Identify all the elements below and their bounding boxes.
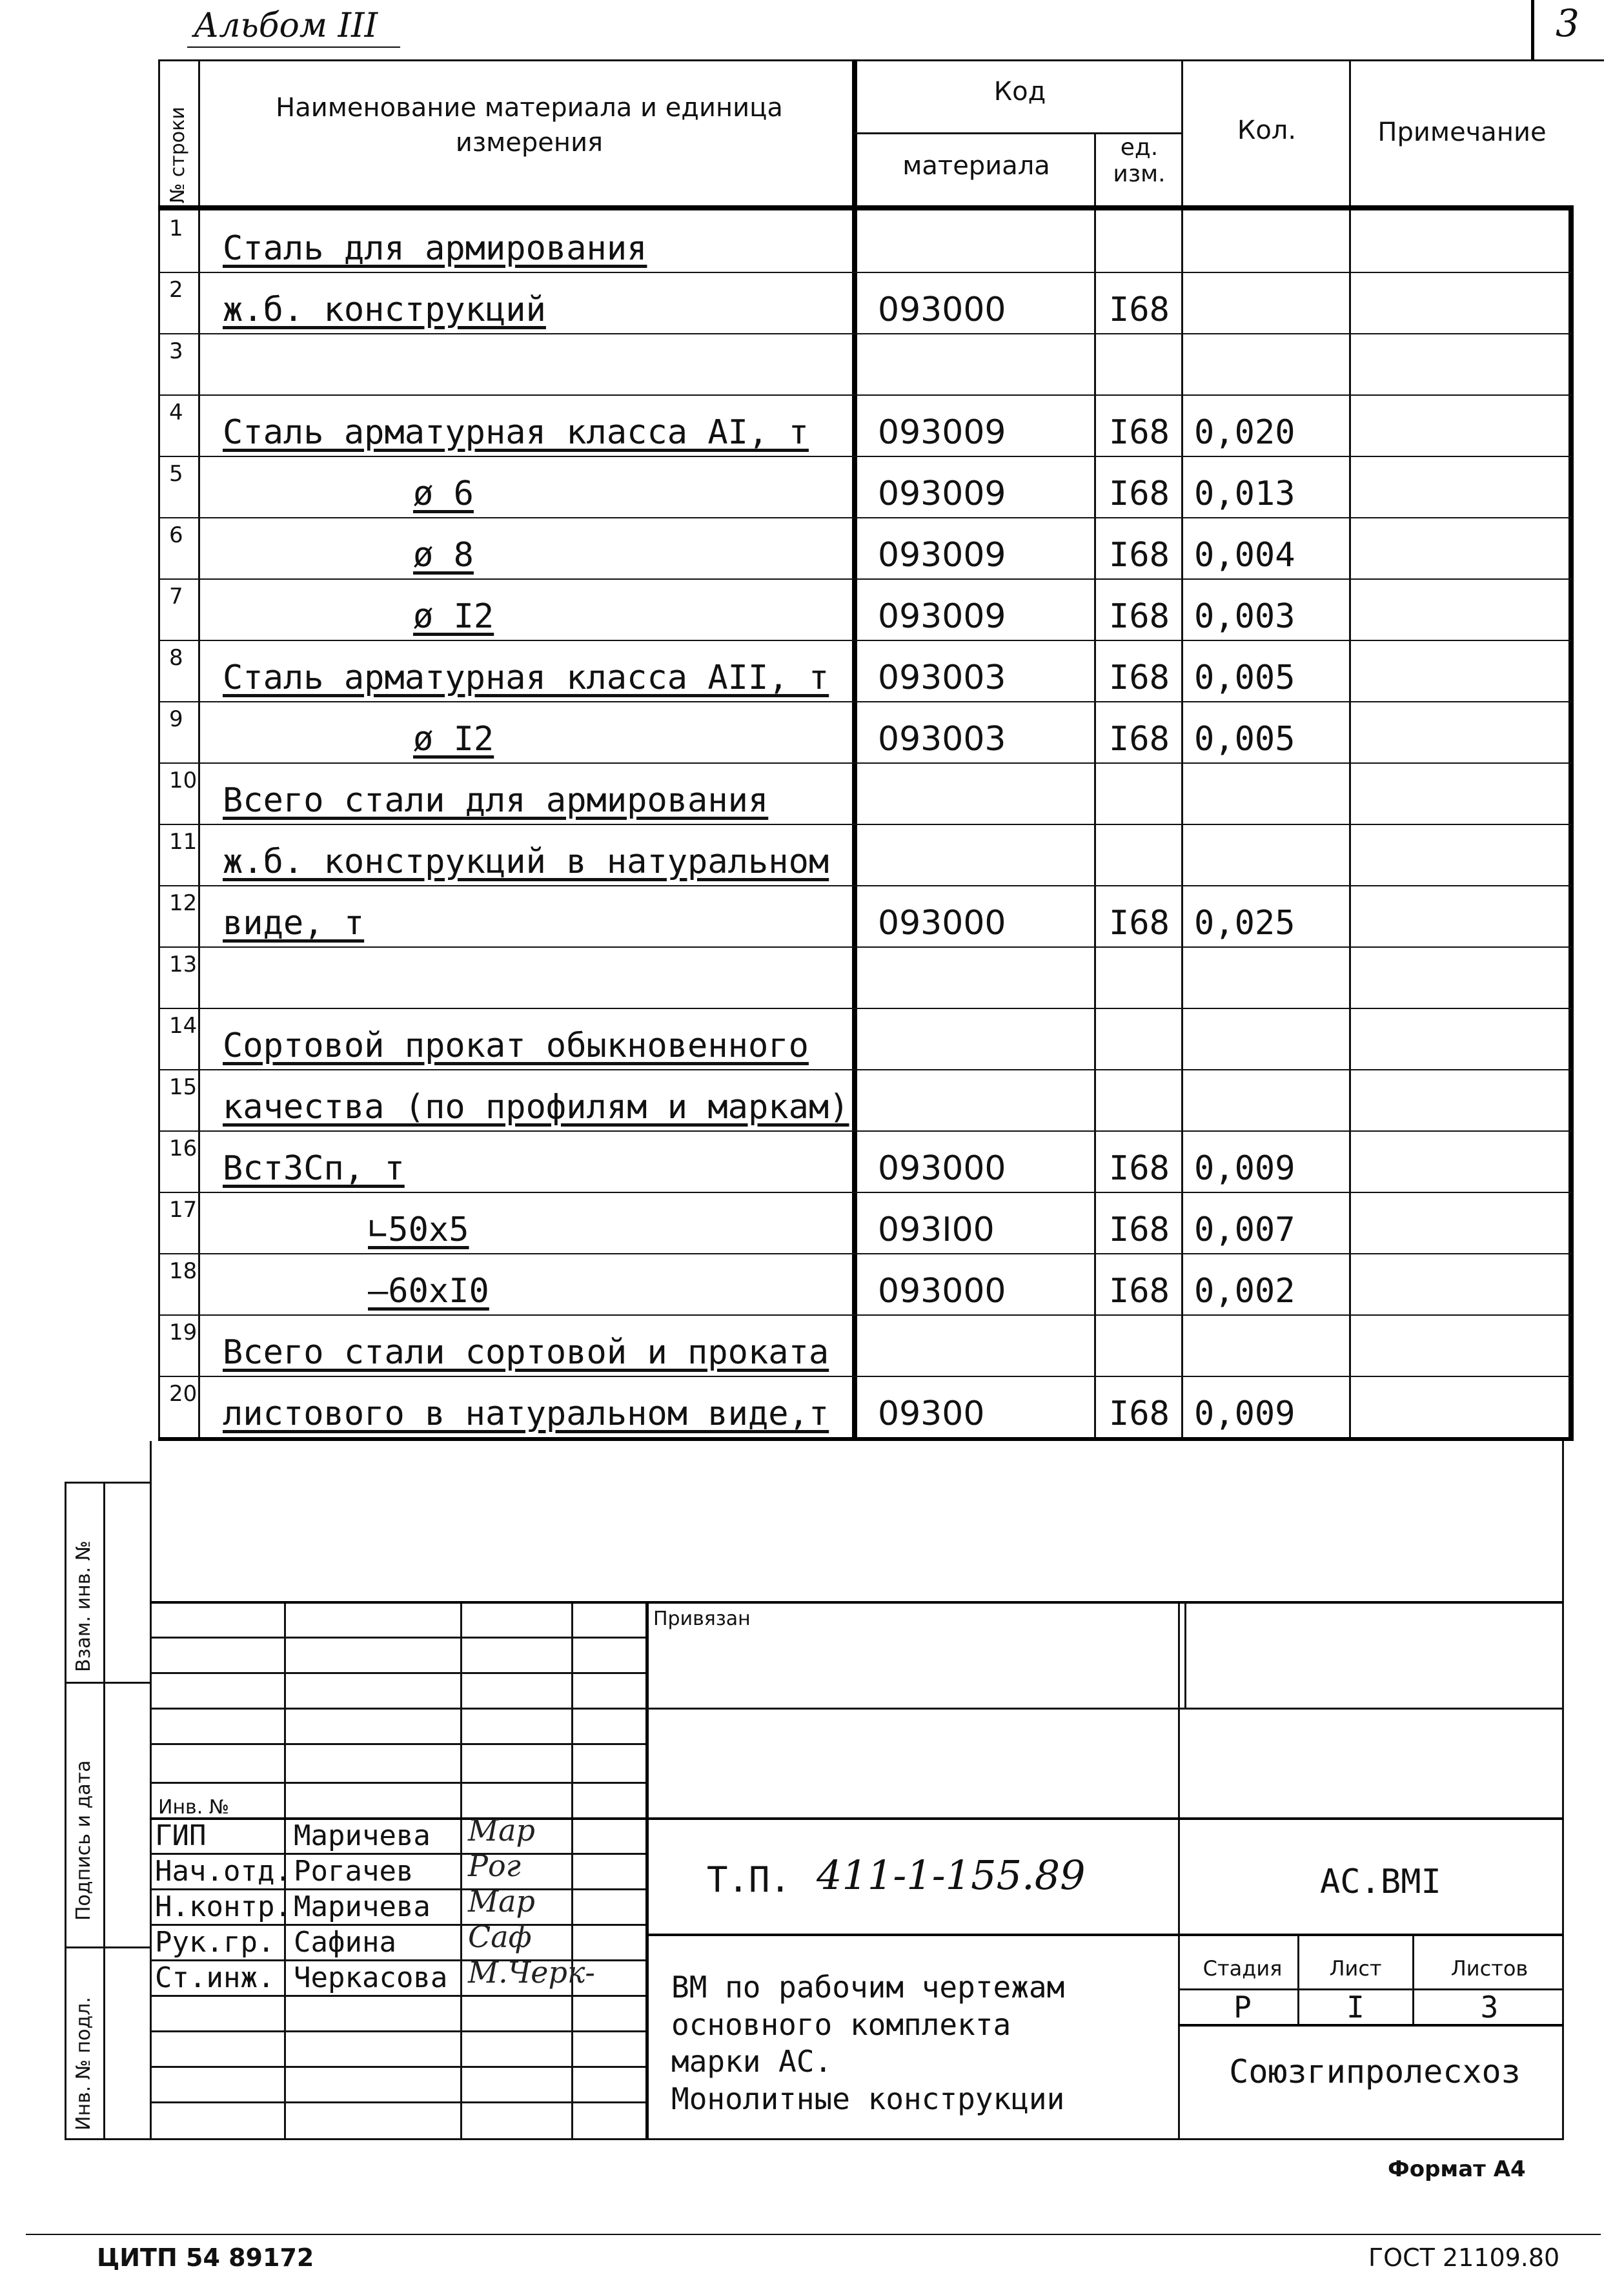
material-code: 093003 xyxy=(878,659,1006,697)
tb-h4 xyxy=(150,1743,645,1745)
tb-privyazan-bottom xyxy=(645,1708,1563,1710)
material-name: ø I2 xyxy=(413,597,494,636)
material-name: ø I2 xyxy=(413,720,494,759)
material-name: виде, т xyxy=(223,904,365,943)
material-code: 093009 xyxy=(878,536,1006,575)
row-number: 17 xyxy=(169,1197,198,1223)
privyazan-label: Привязан xyxy=(653,1608,751,1630)
unit-code: I68 xyxy=(1109,536,1170,575)
side-stamp-mid xyxy=(103,1482,105,2140)
tb-h10 xyxy=(645,1934,1563,1936)
header-code-unit: ед. изм. xyxy=(1113,134,1166,188)
unit-code: I68 xyxy=(1109,1149,1170,1188)
row-number: 8 xyxy=(169,645,183,671)
header-code-material: материала xyxy=(902,151,1050,181)
row-number: 18 xyxy=(169,1258,198,1284)
row-divider xyxy=(158,456,1572,457)
tb-h2 xyxy=(150,1672,645,1674)
quantity: 0,025 xyxy=(1194,904,1295,943)
row-number: 11 xyxy=(169,829,198,855)
row-divider xyxy=(158,578,1572,580)
row-divider xyxy=(158,1069,1572,1070)
material-name: ВстЗСп, т xyxy=(223,1149,405,1188)
staff-role: Н.контр. xyxy=(155,1890,292,1923)
sheet-value: I xyxy=(1346,1990,1365,2025)
material-name: ж.б. конструкций в натуральном xyxy=(223,843,829,881)
row-number: 10 xyxy=(169,768,198,793)
stage-value: Р xyxy=(1233,1990,1252,2025)
row-number: 13 xyxy=(169,952,198,977)
material-name: листового в натуральном виде,т xyxy=(223,1394,829,1433)
material-name: Сталь арматурная класса АII, т xyxy=(223,659,829,697)
row-divider xyxy=(158,1314,1572,1316)
row-number: 6 xyxy=(169,522,183,548)
quantity: 0,007 xyxy=(1194,1210,1295,1249)
album-underline xyxy=(187,46,400,48)
staff-name: Маричева xyxy=(294,1890,431,1923)
material-code: 093000 xyxy=(878,904,1006,943)
row-number: 2 xyxy=(169,277,183,303)
staff-name: Черкасова xyxy=(294,1961,448,1994)
header-note: Примечание xyxy=(1377,117,1547,147)
format-label: Формат А4 xyxy=(1388,2156,1526,2182)
row-divider xyxy=(158,885,1572,886)
row-divider xyxy=(158,272,1572,273)
row-number: 19 xyxy=(169,1320,198,1345)
staff-name: Маричева xyxy=(294,1819,431,1852)
material-name: Сталь арматурная класса АI, т xyxy=(223,413,809,452)
frame-right xyxy=(1562,1441,1564,2140)
staff-role: ГИП xyxy=(155,1819,207,1852)
row-divider xyxy=(158,1192,1572,1193)
material-name: качества (по профилям и маркам) xyxy=(223,1088,849,1127)
material-name: Сортовой прокат обыкновенного xyxy=(223,1027,809,1065)
side-stamp-top xyxy=(65,1482,150,1484)
staff-signature: Саф xyxy=(468,1919,532,1954)
album-label: Альбом III xyxy=(194,6,378,45)
row-number: 5 xyxy=(169,461,183,487)
side-vzam-inv: Взам. инв. № xyxy=(72,1540,95,1672)
tb-stage-col1 xyxy=(1297,1936,1299,2024)
sheets-label: Листов xyxy=(1450,1956,1528,1981)
col-divider-unit xyxy=(1181,59,1183,1441)
tb-col5 xyxy=(1178,1602,1180,2138)
staff-name: Сафина xyxy=(294,1926,396,1959)
row-number: 15 xyxy=(169,1074,198,1100)
table-border-left xyxy=(158,59,160,1441)
side-stamp-div1 xyxy=(65,1682,150,1684)
material-code: 093000 xyxy=(878,1272,1006,1311)
unit-code: I68 xyxy=(1109,1272,1170,1311)
row-divider xyxy=(158,517,1572,518)
staff-name: Рогачев xyxy=(294,1855,414,1888)
quantity: 0,009 xyxy=(1194,1394,1295,1433)
row-divider xyxy=(158,394,1572,396)
staff-signature: М.Черк- xyxy=(468,1955,595,1990)
tp-prefix: Т.П. xyxy=(707,1859,791,1900)
tb-h12 xyxy=(150,1995,645,1997)
row-divider xyxy=(158,824,1572,825)
row-number: 16 xyxy=(169,1136,198,1161)
header-bottom-line xyxy=(158,205,1574,210)
col-divider-name xyxy=(852,59,857,1441)
quantity: 0,013 xyxy=(1194,475,1295,513)
description-line-3: марки АС. xyxy=(671,2044,833,2079)
unit-code: I68 xyxy=(1109,291,1170,329)
quantity: 0,002 xyxy=(1194,1272,1295,1311)
tb-stage-col2 xyxy=(1412,1936,1414,2024)
col-divider-code xyxy=(1094,132,1096,1441)
description-line-2: основного комплекта xyxy=(671,2007,1011,2042)
unit-code: I68 xyxy=(1109,1394,1170,1433)
unit-code: I68 xyxy=(1109,597,1170,636)
row-number: 12 xyxy=(169,890,198,916)
tb-h5 xyxy=(150,1782,645,1784)
material-code: 093000 xyxy=(878,291,1006,329)
unit-code: I68 xyxy=(1109,475,1170,513)
material-name: ø 8 xyxy=(413,536,474,575)
quantity: 0,020 xyxy=(1194,413,1295,452)
quantity: 0,009 xyxy=(1194,1149,1295,1188)
tb-h1 xyxy=(150,1637,645,1639)
organization: Союзгипролесхоз xyxy=(1229,2053,1521,2090)
staff-signature: Рог xyxy=(468,1848,521,1883)
row-number: 20 xyxy=(169,1381,198,1407)
row-number: 14 xyxy=(169,1013,198,1039)
top-border xyxy=(158,59,1604,61)
material-code: 09300 xyxy=(878,1394,985,1433)
footer-rule xyxy=(26,2234,1601,2235)
row-divider xyxy=(158,946,1572,948)
tb-top xyxy=(150,1601,1563,1604)
row-number: 9 xyxy=(169,706,183,732)
tb-col2 xyxy=(460,1602,462,2138)
material-code: 093I00 xyxy=(878,1210,995,1249)
tb-col3 xyxy=(571,1602,573,2138)
material-name: ø 6 xyxy=(413,475,474,513)
header-code: Код xyxy=(993,77,1046,107)
material-name: ж.б. конструкций xyxy=(223,291,546,329)
material-code: 093009 xyxy=(878,475,1006,513)
page-number: 3 xyxy=(1556,1,1579,45)
tb-h15 xyxy=(150,2101,645,2103)
staff-role: Ст.инж. xyxy=(155,1961,275,1994)
frame-left xyxy=(150,1441,152,2140)
unit-code: I68 xyxy=(1109,1210,1170,1249)
footer-left: ЦИТП 54 89172 xyxy=(97,2243,314,2272)
staff-signature: Мар xyxy=(468,1813,535,1848)
row-number: 3 xyxy=(169,338,183,364)
side-stamp-left xyxy=(65,1482,66,2140)
material-name: Всего стали для армирования xyxy=(223,781,769,820)
material-name: –60xI0 xyxy=(368,1272,489,1311)
side-stamp-div2 xyxy=(65,1946,150,1948)
quantity: 0,005 xyxy=(1194,659,1295,697)
inv-no-label: Инв. № xyxy=(158,1796,230,1819)
quantity: 0,003 xyxy=(1194,597,1295,636)
frame-bottom xyxy=(65,2138,1564,2140)
material-code: 093003 xyxy=(878,720,1006,759)
header-qty: Кол. xyxy=(1237,116,1297,145)
row-divider xyxy=(158,1253,1572,1254)
sheet-label: Лист xyxy=(1329,1956,1382,1981)
tp-number: 411-1-155.89 xyxy=(817,1852,1086,1899)
stage-label: Стадия xyxy=(1203,1956,1283,1981)
description-line-1: ВМ по рабочим чертежам xyxy=(671,1970,1065,2005)
unit-code: I68 xyxy=(1109,659,1170,697)
sheets-value: 3 xyxy=(1480,1990,1499,2025)
header-row-no: № строки xyxy=(167,107,189,203)
material-code: 093009 xyxy=(878,597,1006,636)
row-divider xyxy=(158,1130,1572,1132)
sheet-description xyxy=(671,1969,1064,2118)
description-line-4: Монолитные конструкции xyxy=(671,2081,1065,2116)
row-divider xyxy=(158,701,1572,702)
row-divider xyxy=(158,1008,1572,1009)
material-code: 093009 xyxy=(878,413,1006,452)
unit-code: I68 xyxy=(1109,720,1170,759)
row-divider xyxy=(158,640,1572,641)
material-code: 093000 xyxy=(878,1149,1006,1188)
footer-right: ГОСТ 21109.80 xyxy=(1368,2243,1560,2272)
side-podpis-data: Подпись и дата xyxy=(72,1760,95,1921)
tb-col4 xyxy=(645,1602,649,2138)
table-bottom-line xyxy=(158,1437,1574,1441)
col-divider-row-no xyxy=(198,59,200,1441)
material-name: Сталь для армирования xyxy=(223,229,647,268)
col-divider-qty xyxy=(1349,59,1351,1441)
row-divider xyxy=(158,333,1572,334)
doc-code: АС.ВМI xyxy=(1320,1863,1441,1901)
page-corner-divider xyxy=(1531,0,1534,61)
staff-role: Нач.отд. xyxy=(155,1855,292,1888)
row-divider xyxy=(158,762,1572,764)
staff-signature: Мар xyxy=(468,1884,535,1919)
row-number: 7 xyxy=(169,584,183,609)
quantity: 0,005 xyxy=(1194,720,1295,759)
tb-h14 xyxy=(150,2066,645,2068)
tb-privyazan-div xyxy=(1184,1602,1186,1709)
staff-role: Рук.гр. xyxy=(155,1926,275,1959)
row-number: 4 xyxy=(169,400,183,425)
row-number: 1 xyxy=(169,216,183,241)
header-name: Наименование материала и единица измерения xyxy=(276,93,783,158)
material-name: ∟50x5 xyxy=(368,1210,469,1249)
quantity: 0,004 xyxy=(1194,536,1295,575)
row-divider xyxy=(158,1376,1572,1377)
tb-h13 xyxy=(150,2030,645,2032)
material-name: Всего стали сортовой и проката xyxy=(223,1333,829,1372)
side-inv-podl: Инв. № подл. xyxy=(72,1997,95,2130)
unit-code: I68 xyxy=(1109,904,1170,943)
unit-code: I68 xyxy=(1109,413,1170,452)
